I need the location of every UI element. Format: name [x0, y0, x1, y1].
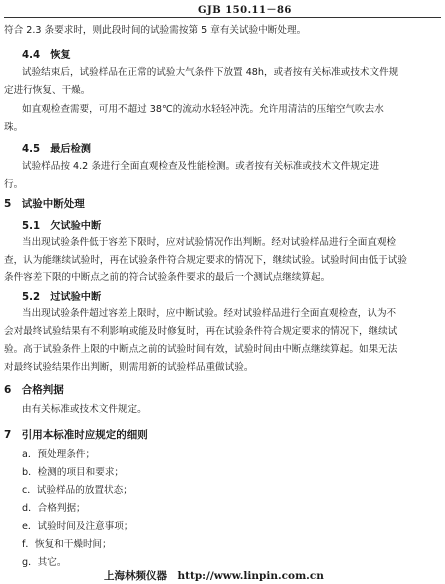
footer-text: 上海林频仪器 http://www.linpin.com.cn	[104, 570, 324, 582]
text-line: 试验结束后，试验样品在正常的试验大气条件下放置 48h，或者按有关标准或技术文件规	[22, 67, 399, 78]
chapter-heading: 6 合格判据	[4, 384, 64, 396]
text-line: 查，认为能继续试验时，再在试验条件符合规定要求的情况下，继续试验。试验时间由低于试验	[4, 255, 407, 266]
list-item: c．试验样品的放置状态；	[22, 485, 133, 496]
text-line: 如直观检查需要，可用不超过 38℃的流动水轻轻冲洗。允许用清洁的压缩空气吹去水	[22, 104, 384, 115]
list-item: e．试验时间及注意事项；	[22, 521, 134, 532]
section-heading: 4.4 恢复	[22, 50, 71, 61]
chapter-heading: 7 引用本标准时应规定的细则	[4, 429, 148, 441]
text-line: 当出现试验条件低于容差下限时，应对试验情况作出判断。经对试验样品进行全面直观检	[22, 237, 397, 248]
list-item: g．其它。	[22, 557, 67, 568]
section-heading: 4.5 最后检测	[22, 144, 91, 155]
text-line: 由有关标准或技术文件规定。	[22, 404, 147, 415]
text-line: 验。高于试验条件上限的中断点之前的试验时间有效，试验时间由中断点继续算起。如果无法	[4, 344, 398, 355]
chapter-heading: 5 试验中断处理	[4, 198, 85, 210]
list-item: d．合格判据；	[22, 503, 86, 514]
list-item: b．检测的项目和要求；	[22, 467, 125, 478]
text-line: 条件容差下限的中断点之前的符合试验条件要求的最后一个测试点继续算起。	[4, 272, 331, 283]
list-item: a．预处理条件；	[22, 449, 96, 460]
section-heading: 5.1 欠试验中断	[22, 221, 102, 232]
list-item: f．恢复和干燥时间；	[22, 539, 112, 550]
text-line: 会对最终试验结果有不利影响或能及时修复时，再在试验条件符合规定要求的情况下，继续试	[4, 326, 398, 337]
text-line: 行。	[4, 179, 24, 190]
header-rule	[4, 17, 441, 18]
text-line: 符合 2.3 条要求时，则此段时间的试验需按第 5 章有关试验中断处理。	[4, 25, 307, 36]
text-line: 定进行恢复、干燥。	[4, 85, 91, 96]
section-heading: 5.2 过试验中断	[22, 292, 102, 303]
text-line: 试验样品按 4.2 条进行全面直观检查及性能检测。或者按有关标准或技术文件规定进	[22, 161, 380, 172]
standard-number: GJB 150.11－86	[198, 5, 292, 16]
text-line: 珠。	[4, 122, 24, 133]
text-line: 对最终试验结果作出判断，则需用新的试验样品重做试验。	[4, 362, 254, 373]
text-line: 当出现试验条件超过容差上限时，应中断试验。经对试验样品进行全面直观检查，认为不	[22, 308, 397, 319]
